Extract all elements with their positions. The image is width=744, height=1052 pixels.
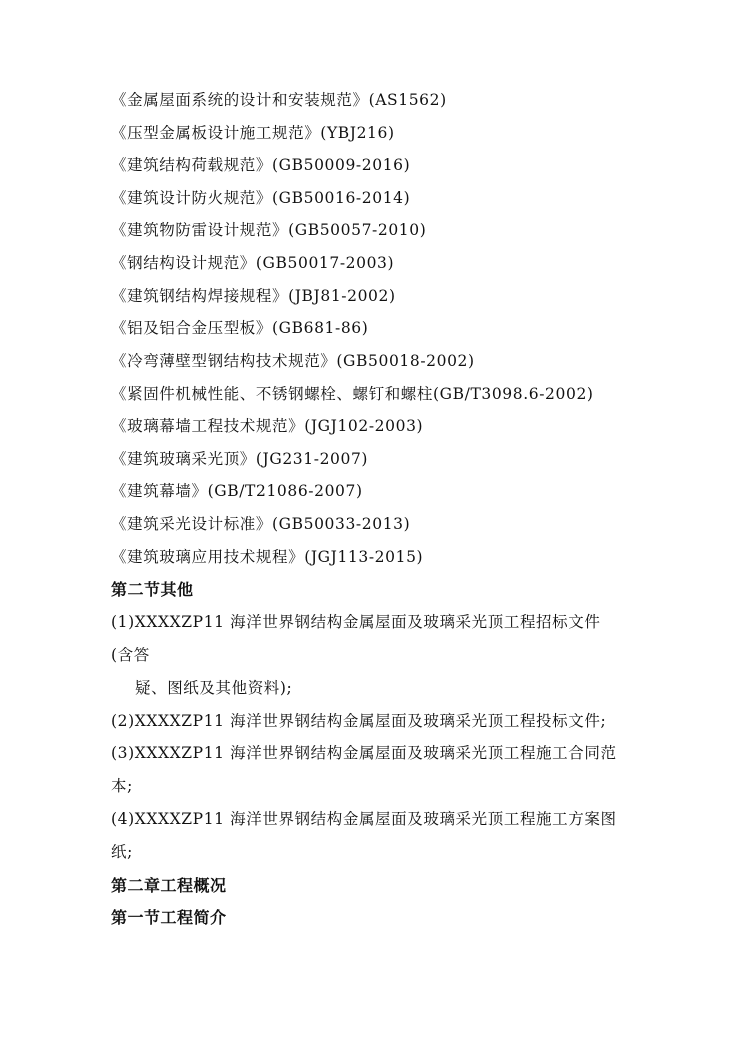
reference-line: 《建筑设计防火规范》(GB50016-2014): [111, 189, 411, 207]
reference-line: 《玻璃幕墙工程技术规范》(JGJ102-2003): [111, 417, 424, 435]
reference-line: 《冷弯薄壁型钢结构技术规范》(GB50018-2002): [111, 352, 475, 370]
chapter-heading: 第二章工程概况: [111, 876, 227, 895]
reference-line: 《建筑物防雷设计规范》(GB50057-2010): [111, 221, 427, 239]
list-item-1-line1: (1)XXXXZP11 海洋世界钢结构金属屋面及玻璃采光顶工程招标文件: [111, 613, 601, 631]
reference-line: 《金属屋面系统的设计和安装规范》(AS1562): [111, 91, 447, 109]
list-item-3-line1: (3)XXXXZP11 海洋世界钢结构金属屋面及玻璃采光顶工程施工合同范: [111, 744, 617, 762]
reference-line: 《紧固件机械性能、不锈钢螺栓、螺钉和螺柱(GB/T3098.6-2002): [111, 385, 594, 403]
section-heading-intro: 第一节工程简介: [111, 908, 227, 927]
section-heading-other: 第二节其他: [111, 580, 194, 599]
reference-line: 《压型金属板设计施工规范》(YBJ216): [111, 124, 395, 142]
list-item-4-line2: 纸;: [111, 843, 133, 861]
list-item-3-line2: 本;: [111, 777, 133, 795]
reference-line: 《钢结构设计规范》(GB50017-2003): [111, 254, 395, 272]
list-item-4-line1: (4)XXXXZP11 海洋世界钢结构金属屋面及玻璃采光顶工程施工方案图: [111, 810, 617, 828]
reference-line: 《建筑采光设计标准》(GB50033-2013): [111, 515, 411, 533]
list-item-2-line1: (2)XXXXZP11 海洋世界钢结构金属屋面及玻璃采光顶工程投标文件;: [111, 712, 607, 730]
reference-line: 《建筑幕墙》(GB/T21086-2007): [111, 482, 363, 500]
reference-line: 《建筑结构荷载规范》(GB50009-2016): [111, 156, 411, 174]
reference-line: 《建筑玻璃采光顶》(JG231-2007): [111, 450, 369, 468]
reference-line: 《建筑玻璃应用技术规程》(JGJ113-2015): [111, 548, 424, 566]
list-item-1-line3: 疑、图纸及其他资料);: [135, 679, 293, 697]
reference-line: 《建筑钢结构焊接规程》(JBJ81-2002): [111, 287, 396, 305]
list-item-1-line2: (含答: [111, 646, 150, 664]
reference-line: 《铝及铝合金压型板》(GB681-86): [111, 319, 369, 337]
